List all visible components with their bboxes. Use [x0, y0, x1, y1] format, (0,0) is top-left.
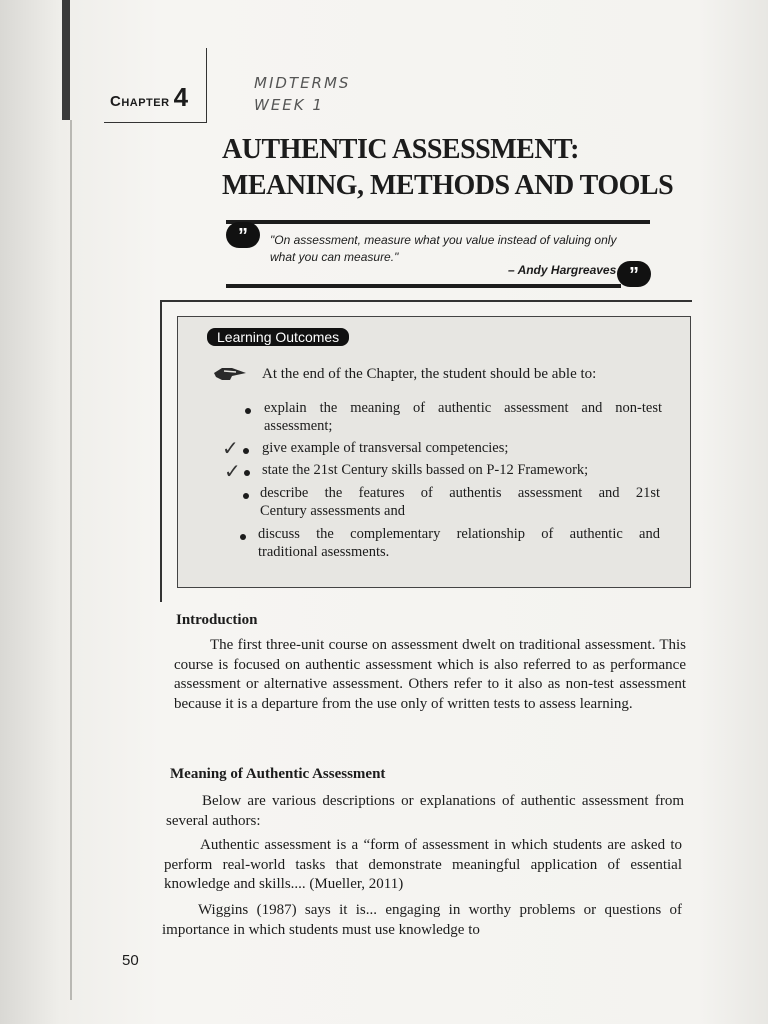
outcome-1-line1: explain the meaning of authentic assessment and non-test: [264, 400, 662, 416]
outcome-3: state the 21st Century skills bassed on P-12 Framework;: [262, 462, 589, 478]
outcome-4: [260, 484, 660, 520]
check-mark-icon: ✓: [222, 436, 239, 460]
meaning-text-3: Wiggins (1987) says it is... engaging in worthy problems or questions of importance in which students must use knowledge to: [162, 902, 682, 938]
outcome-4-line1: describe the features of authentis assessment and 21st: [260, 485, 660, 501]
chapter-title: [222, 132, 702, 204]
bullet-1: [245, 408, 251, 414]
meaning-paragraph-1: [166, 792, 684, 831]
page-number: 50: [122, 952, 139, 969]
outcome-2: give example of transversal competencies;: [262, 440, 509, 456]
introduction-heading: Introduction: [176, 612, 258, 628]
outcome-5-line1: discuss the complementary relationship of authentic and: [258, 526, 660, 542]
introduction-text: The first three-unit course on assessment dwelt on traditional assessment. This course is focused on authentic assessment which is also referred to as performance assessment or alternative assessment. Others refer to it also as non-test assessment because it is a departure from the use only of written tests to assess learning.: [174, 637, 686, 712]
bullet-4: [243, 493, 249, 499]
introduction-paragraph: [174, 636, 686, 714]
bullet-5: [240, 534, 246, 540]
meaning-paragraph-2: [164, 836, 682, 895]
handwritten-note-line2: WEEK 1: [254, 96, 324, 114]
open-quote-icon: ”: [226, 222, 260, 248]
outcome-5: [258, 525, 660, 561]
chapter-word: Chapter: [110, 93, 170, 110]
margin-line: [70, 120, 72, 1000]
bullet-2: [243, 448, 249, 454]
quote-text: "On assessment, measure what you value instead of valuing only what you can measure.": [270, 233, 617, 264]
book-binding: [62, 0, 70, 120]
meaning-text-1: Below are various descriptions or explanations of authentic assessment from several authors:: [166, 793, 684, 829]
outcome-1-line2: assessment;: [264, 418, 333, 434]
bullet-3: [244, 470, 250, 476]
meaning-heading: Meaning of Authentic Assessment: [170, 766, 386, 782]
quote-bottom-rule: [226, 284, 621, 288]
chapter-label: [110, 82, 189, 113]
chapter-number: 4: [173, 82, 189, 112]
meaning-paragraph-3: [162, 901, 682, 940]
learning-outcomes-tab: Learning Outcomes: [207, 328, 349, 346]
outcome-1: [264, 399, 662, 435]
chapter-title-line1: AUTHENTIC ASSESSMENT:: [222, 134, 579, 165]
meaning-text-2: Authentic assessment is a “form of assessment in which students are asked to perform real-world tasks that demonstrate meaningful application of essential knowledge and skills.... (Mueller, 2011): [164, 837, 682, 892]
handwritten-note-line1: MIDTERMS: [254, 74, 351, 92]
outcome-4-line2: Century assessments and: [260, 503, 405, 519]
chapter-title-line2: MEANING, METHODS AND TOOLS: [222, 170, 674, 201]
pointing-hand-icon: [212, 364, 250, 382]
outcome-5-line2: traditional asessments.: [258, 544, 390, 560]
outcomes-intro: At the end of the Chapter, the student should be able to:: [262, 366, 597, 382]
check-mark-icon: ✓: [224, 459, 241, 483]
quote-top-rule: [226, 220, 650, 224]
close-quote-icon: ”: [617, 261, 651, 287]
quote-author: – Andy Hargreaves: [508, 263, 617, 277]
